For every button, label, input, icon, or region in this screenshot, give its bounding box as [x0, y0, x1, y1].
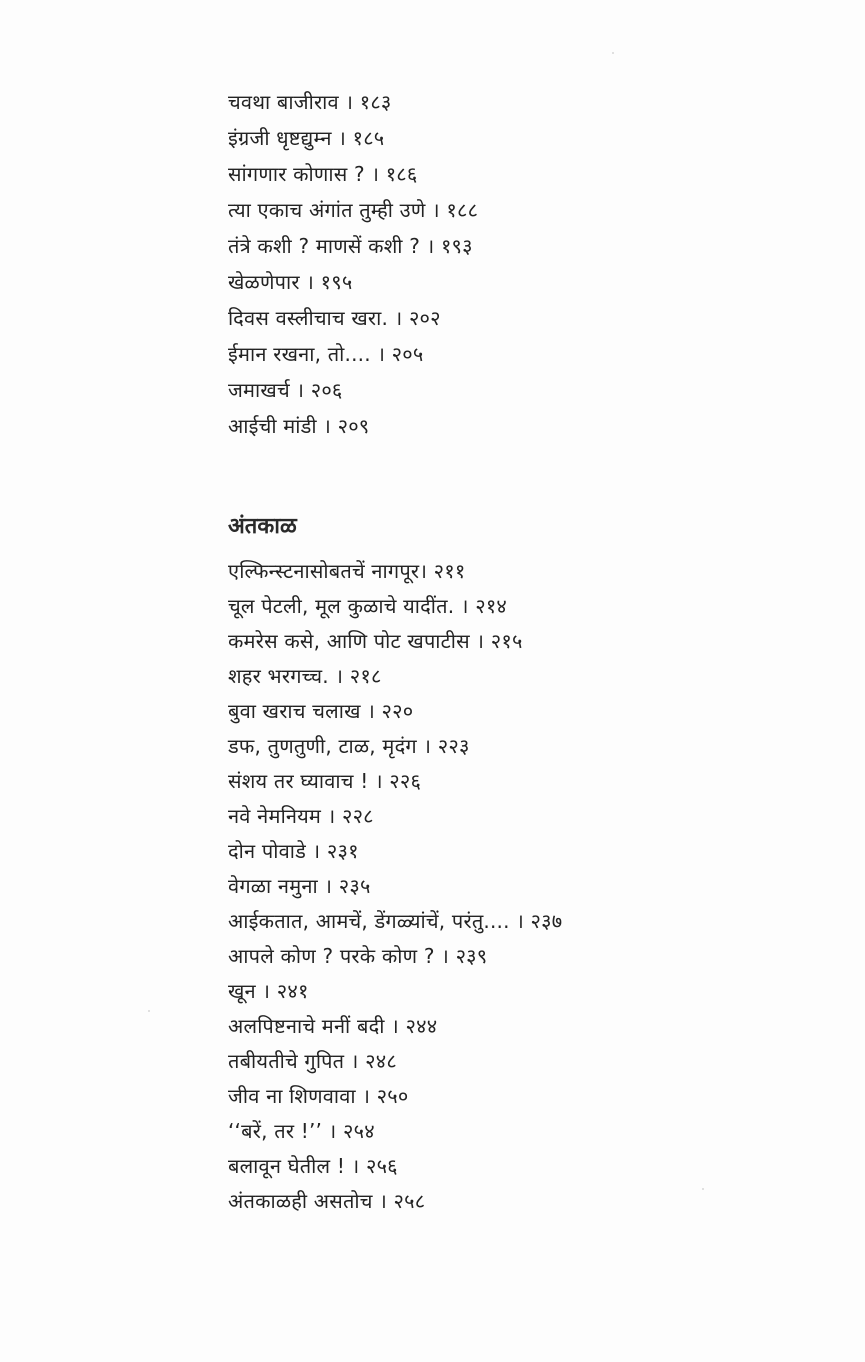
contents-list-first: [228, 84, 478, 444]
contents-entry: नवे नेमनियम । २२८: [228, 804, 374, 828]
contents-entry: ‘‘बरें, तर !’’ । २५४: [228, 1119, 375, 1143]
contents-entry: जमाखर्च । २०६: [228, 378, 343, 402]
contents-entry: सांगणार कोणास ? । १८६: [228, 162, 418, 186]
contents-entry: दोन पोवाडे । २३१: [228, 839, 359, 863]
contents-entry: वेगळा नमुना । २३५: [228, 874, 371, 898]
contents-entry: इंग्रजी धृष्टद्युम्न । १८५: [228, 126, 385, 150]
contents-entry: बलावून घेतील ! । २५६: [228, 1154, 398, 1178]
contents-entry: अलपिष्टनाचे मनीं बदी । २४४: [228, 1014, 438, 1038]
contents-entry: बुवा खराच चलाख । २२०: [228, 699, 414, 723]
scan-speck: [612, 52, 614, 54]
contents-list-second: [228, 554, 562, 1219]
scan-speck: [148, 1010, 150, 1012]
contents-entry: आपले कोण ? परके कोण ? । २३९: [228, 944, 488, 968]
contents-entry: आईकतात, आमचें, डेंगळ्यांचें, परंतु.... । २३७: [228, 909, 563, 933]
contents-entry: ईमान रखना, तो.... । २०५: [228, 342, 424, 366]
contents-entry: कमरेस कसे, आणि पोट खपाटीस । २१५: [228, 629, 523, 653]
contents-entry: दिवस वस्लीचाच खरा. । २०२: [228, 306, 441, 330]
contents-entry: चूल पेटली, मूल कुळाचे यादींत. । २१४: [228, 594, 508, 618]
contents-entry: एल्फिन्स्टनासोबतचें नागपूर। २११: [228, 559, 466, 583]
section-heading: अंतकाळ: [228, 514, 297, 539]
contents-entry: संशय तर घ्यावाच ! । २२६: [228, 769, 422, 793]
contents-entry: तंत्रे कशी ? माणसें कशी ? । १९३: [228, 234, 473, 258]
contents-entry: खेळणेपार । १९५: [228, 270, 353, 294]
contents-entry: तबीयतीचे गुपित । २४८: [228, 1049, 397, 1073]
contents-entry: शहर भरगच्च. । २१८: [228, 664, 382, 688]
contents-entry: डफ, तुणतुणी, टाळ, मृदंग । २२३: [228, 734, 470, 758]
contents-entry: खून । २४१: [228, 979, 309, 1003]
scan-speck: [702, 1188, 704, 1190]
contents-entry: अंतकाळही असतोच । २५८: [228, 1189, 426, 1213]
contents-entry: आईची मांडी । २०९: [228, 414, 370, 438]
contents-entry: त्या एकाच अंगांत तुम्ही उणे । १८८: [228, 198, 479, 222]
contents-entry: जीव ना शिणवावा । २५०: [228, 1084, 409, 1108]
contents-entry: चवथा बाजीराव । १८३: [228, 90, 392, 114]
